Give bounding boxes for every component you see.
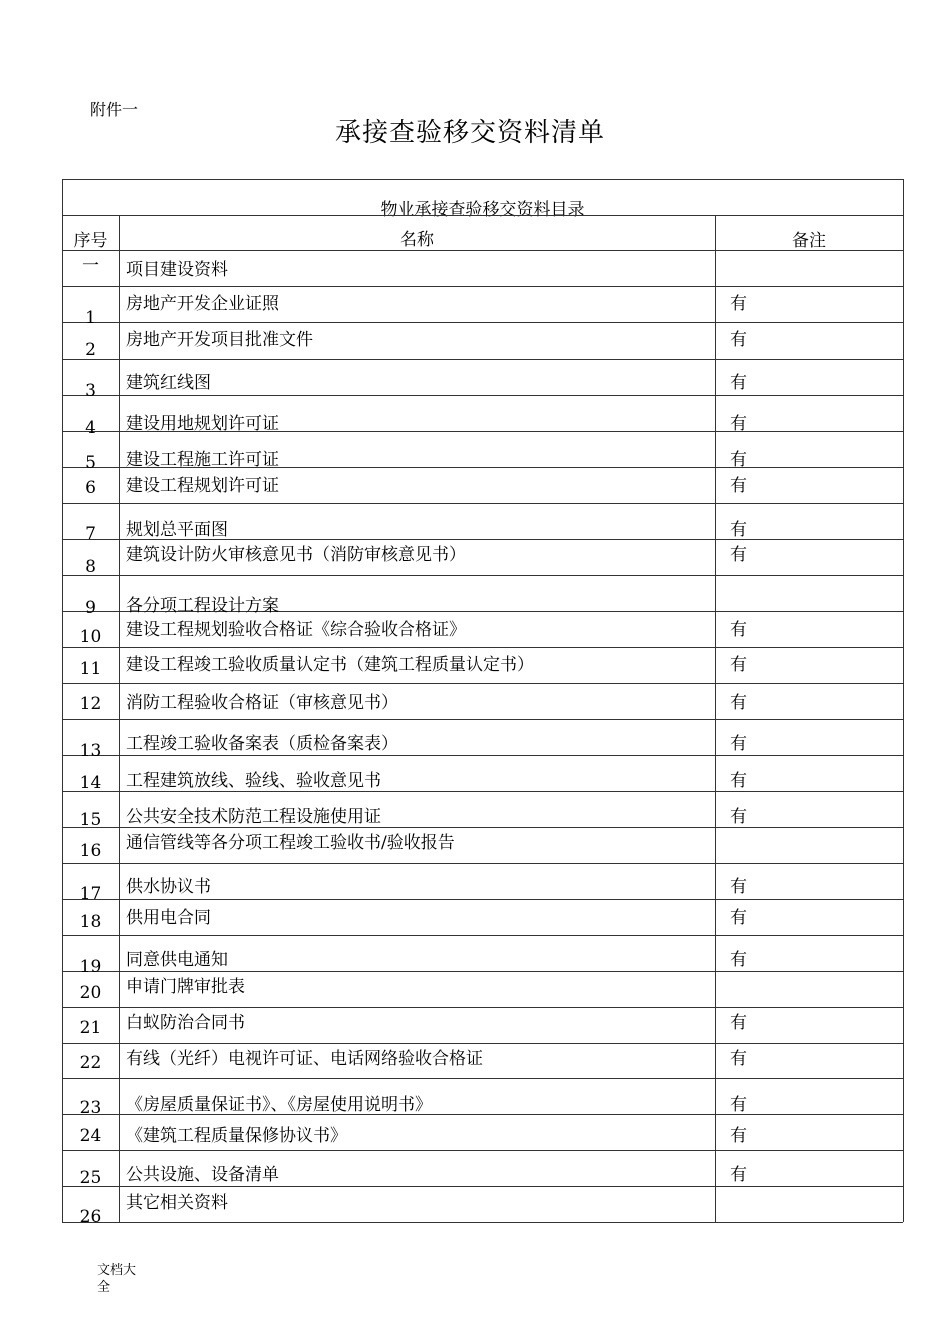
row-remark: 有 xyxy=(730,950,747,970)
row-name: 《建筑工程质量保修协议书》 xyxy=(126,1126,347,1146)
table-border xyxy=(903,179,904,1222)
row-name: 建筑设计防火审核意见书（消防审核意见书） xyxy=(126,545,466,565)
table-rule xyxy=(62,1007,903,1008)
table-rule xyxy=(62,575,903,576)
table-rule xyxy=(62,179,903,180)
table-caption: 物业承接查验移交资料目录 xyxy=(380,200,585,220)
row-number: 8 xyxy=(85,557,96,577)
table-rule xyxy=(62,215,903,216)
table-rule xyxy=(62,827,903,828)
table-rule xyxy=(62,647,903,648)
row-remark: 有 xyxy=(730,807,747,827)
table-rule xyxy=(62,971,903,972)
row-number: 1 xyxy=(85,308,96,328)
table-rule xyxy=(62,755,903,756)
row-number: 7 xyxy=(85,524,96,544)
row-remark: 有 xyxy=(730,771,747,791)
row-remark: 有 xyxy=(730,545,747,565)
row-number: 17 xyxy=(79,884,102,904)
table-rule xyxy=(62,359,903,360)
row-name: 供水协议书 xyxy=(126,877,211,897)
row-number: 13 xyxy=(79,741,102,761)
row-number: 3 xyxy=(85,381,96,401)
row-name: 建设工程规划许可证 xyxy=(126,476,279,496)
row-remark: 有 xyxy=(730,414,747,434)
section-no: 一 xyxy=(82,256,99,276)
row-number: 16 xyxy=(79,841,102,861)
row-remark: 有 xyxy=(730,655,747,675)
table-rule xyxy=(62,395,903,396)
row-number: 11 xyxy=(79,659,102,679)
row-remark: 有 xyxy=(730,450,747,470)
section-name: 项目建设资料 xyxy=(126,260,228,280)
row-name: 其它相关资料 xyxy=(126,1193,228,1213)
column-divider xyxy=(715,215,716,1222)
row-remark: 有 xyxy=(730,476,747,496)
attachment-label: 附件一 xyxy=(90,100,139,119)
row-remark: 有 xyxy=(730,520,747,540)
row-name: 房地产开发项目批准文件 xyxy=(126,330,313,350)
row-remark: 有 xyxy=(730,693,747,713)
row-number: 19 xyxy=(79,957,102,977)
row-remark: 有 xyxy=(730,1049,747,1069)
row-number: 23 xyxy=(79,1098,102,1118)
row-name: 消防工程验收合格证（审核意见书） xyxy=(126,693,398,713)
row-number: 22 xyxy=(79,1053,102,1073)
column-divider xyxy=(119,215,120,1222)
table-rule xyxy=(62,1222,903,1223)
row-number: 20 xyxy=(79,983,102,1003)
row-number: 4 xyxy=(85,418,96,438)
table-rule xyxy=(62,719,903,720)
table-rule xyxy=(62,683,903,684)
row-number: 6 xyxy=(85,478,96,498)
table-rule xyxy=(62,1078,903,1079)
header-name: 名称 xyxy=(400,230,434,250)
row-name: 供用电合同 xyxy=(126,908,211,928)
header-no: 序号 xyxy=(73,231,108,251)
materials-table xyxy=(62,179,903,1227)
row-remark: 有 xyxy=(730,330,747,350)
row-remark: 有 xyxy=(730,877,747,897)
row-name: 公共安全技术防范工程设施使用证 xyxy=(126,807,381,827)
row-remark: 有 xyxy=(730,373,747,393)
row-name: 建筑红线图 xyxy=(126,373,211,393)
row-name: 各分项工程设计方案 xyxy=(126,596,279,616)
row-name: 房地产开发企业证照 xyxy=(126,294,279,314)
table-rule xyxy=(62,503,903,504)
table-rule xyxy=(62,791,903,792)
row-name: 有线（光纤）电视许可证、电话网络验收合格证 xyxy=(126,1049,483,1069)
row-name: 建设工程规划验收合格证《综合验收合格证》 xyxy=(126,620,466,640)
table-rule xyxy=(62,1186,903,1187)
row-name: 规划总平面图 xyxy=(126,520,228,540)
row-remark: 有 xyxy=(730,908,747,928)
row-name: 公共设施、设备清单 xyxy=(126,1165,279,1185)
row-name: 工程竣工验收备案表（质检备案表） xyxy=(126,734,398,754)
row-remark: 有 xyxy=(730,1013,747,1033)
row-number: 9 xyxy=(85,598,96,618)
row-number: 14 xyxy=(79,773,102,793)
row-number: 15 xyxy=(79,810,102,830)
row-name: 申请门牌审批表 xyxy=(126,977,245,997)
header-remark: 备注 xyxy=(792,231,826,251)
row-name: 白蚁防治合同书 xyxy=(126,1013,245,1033)
row-remark: 有 xyxy=(730,620,747,640)
row-name: 工程建筑放线、验线、验收意见书 xyxy=(126,771,381,791)
table-rule xyxy=(62,863,903,864)
row-name: 建设用地规划许可证 xyxy=(126,414,279,434)
document-title: 承接查验移交资料清单 xyxy=(334,118,605,148)
table-rule xyxy=(62,322,903,323)
row-remark: 有 xyxy=(730,1095,747,1115)
row-remark: 有 xyxy=(730,734,747,754)
row-number: 2 xyxy=(85,340,96,360)
row-number: 18 xyxy=(79,912,102,932)
row-name: 《房屋质量保证书》、《房屋使用说明书》 xyxy=(126,1095,432,1115)
row-remark: 有 xyxy=(730,294,747,314)
row-number: 5 xyxy=(85,453,96,473)
row-remark: 有 xyxy=(730,1165,747,1185)
row-number: 25 xyxy=(79,1168,102,1188)
row-number: 12 xyxy=(79,694,102,714)
row-number: 10 xyxy=(79,627,102,647)
footer-text: 文档大全 xyxy=(97,1263,137,1295)
table-rule xyxy=(62,935,903,936)
row-name: 建设工程施工许可证 xyxy=(126,450,279,470)
row-number: 26 xyxy=(79,1207,102,1227)
table-rule xyxy=(62,899,903,900)
row-number: 21 xyxy=(79,1018,102,1038)
row-name: 通信管线等各分项工程竣工验收书/验收报告 xyxy=(126,833,455,853)
table-rule xyxy=(62,286,903,287)
row-name: 建设工程竣工验收质量认定书（建筑工程质量认定书） xyxy=(126,655,534,675)
row-name: 同意供电通知 xyxy=(126,950,228,970)
row-remark: 有 xyxy=(730,1126,747,1146)
row-number: 24 xyxy=(79,1126,102,1146)
table-rule xyxy=(62,1150,903,1151)
table-rule xyxy=(62,1043,903,1044)
